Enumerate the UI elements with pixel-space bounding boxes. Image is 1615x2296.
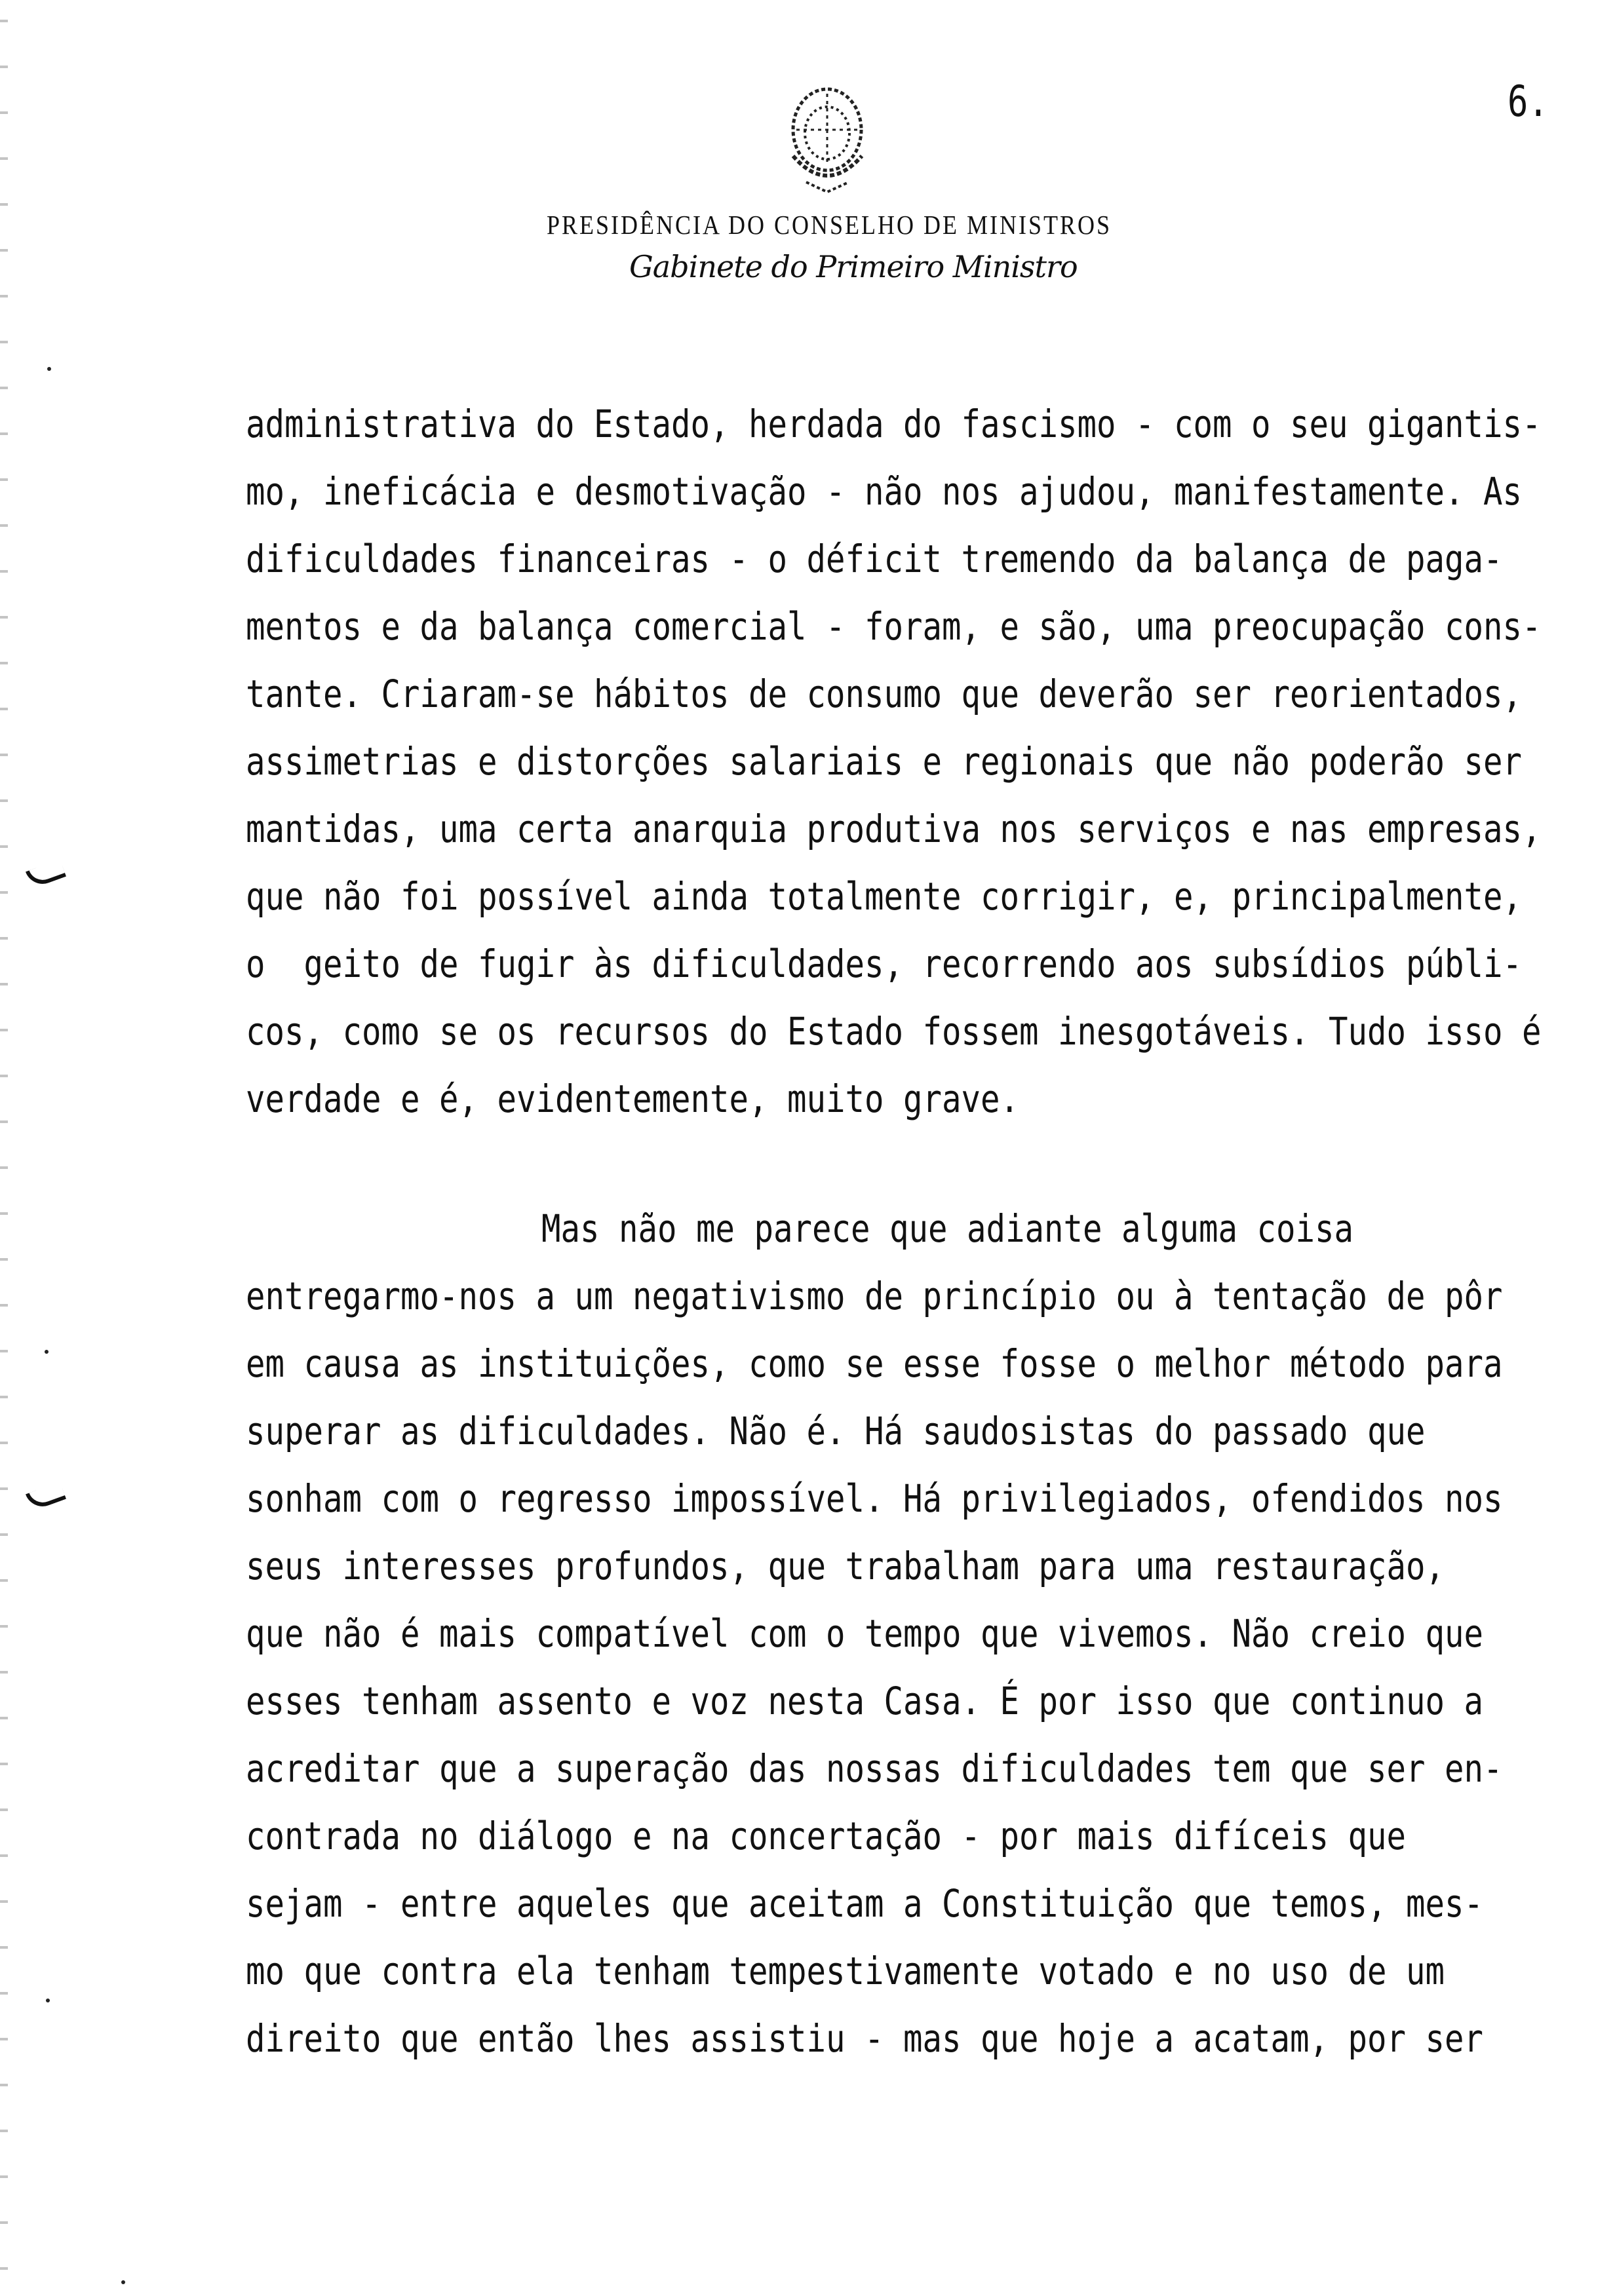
text-line: Mas não me parece que adiante alguma coisa	[541, 1206, 1354, 1252]
text-line: mentos e da balança comercial - foram, e são, uma preocupação cons-	[246, 604, 1542, 649]
scan-speck	[47, 367, 51, 371]
scan-speck	[45, 1350, 49, 1354]
coat-of-arms-seal-icon	[777, 84, 878, 195]
scan-edge-artifact	[0, 0, 8, 2296]
text-line: mo que contra ela tenham tempestivamente votado e no uso de um	[246, 1949, 1445, 1994]
text-line: esses tenham assento e voz nesta Casa. É por isso que continuo a	[246, 1679, 1484, 1724]
text-line: que não foi possível ainda totalmente corrigir, e, principalmente,	[246, 874, 1523, 919]
text-line: dificuldades financeiras - o déficit tremendo da balança de paga-	[246, 537, 1503, 582]
text-line: administrativa do Estado, herdada do fascismo - com o seu gigantis-	[246, 402, 1542, 447]
margin-bracket-mark	[26, 1482, 66, 1511]
text-line: mo, ineficácia e desmotivação - não nos ajudou, manifestamente. As	[246, 469, 1523, 514]
text-line: seus interesses profundos, que trabalham para uma restauração,	[246, 1544, 1445, 1589]
margin-bracket-mark	[26, 859, 66, 889]
text-line: cos, como se os recursos do Estado fossem inesgotáveis. Tudo isso é	[246, 1009, 1542, 1054]
text-line: sejam - entre aqueles que aceitam a Constituição que temos, mes-	[246, 1881, 1484, 1926]
scan-speck	[121, 2280, 125, 2284]
text-line: direito que então lhes assistiu - mas que hoje a acatam, por ser	[246, 2016, 1484, 2061]
text-line: superar as dificuldades. Não é. Há saudosistas do passado que	[246, 1409, 1426, 1454]
text-line: que não é mais compatível com o tempo que vivemos. Não creio que	[246, 1611, 1484, 1656]
text-line: tante. Criaram-se hábitos de consumo que deverão ser reorientados,	[246, 672, 1523, 717]
text-line: sonham com o regresso impossível. Há privilegiados, ofendidos nos	[246, 1476, 1503, 1521]
text-line: acreditar que a superação das nossas dificuldades tem que ser en-	[246, 1746, 1503, 1791]
text-line: mantidas, uma certa anarquia produtiva nos serviços e nas empresas,	[246, 807, 1542, 852]
text-line: contrada no diálogo e na concertação - por mais difíceis que	[246, 1814, 1407, 1859]
text-line: assimetrias e distorções salariais e regionais que não poderão ser	[246, 739, 1523, 784]
text-line: o geito de fugir às dificuldades, recorrendo aos subsídios públi-	[246, 942, 1523, 987]
text-line: verdade e é, evidentemente, muito grave.	[246, 1077, 1020, 1122]
scan-speck	[46, 1999, 50, 2002]
paragraph	[246, 1195, 1583, 2073]
text-line: em causa as instituições, como se esse fosse o melhor método para	[246, 1341, 1503, 1387]
office-subtitle: Gabinete do Primeiro Ministro	[629, 249, 1078, 284]
paragraph	[246, 391, 1583, 1133]
page-number: 6.	[1508, 77, 1549, 126]
organization-title: PRESIDÊNCIA DO CONSELHO DE MINISTROS	[546, 210, 1112, 240]
text-line: entregarmo-nos a um negativismo de princípio ou à tentação de pôr	[246, 1274, 1503, 1319]
